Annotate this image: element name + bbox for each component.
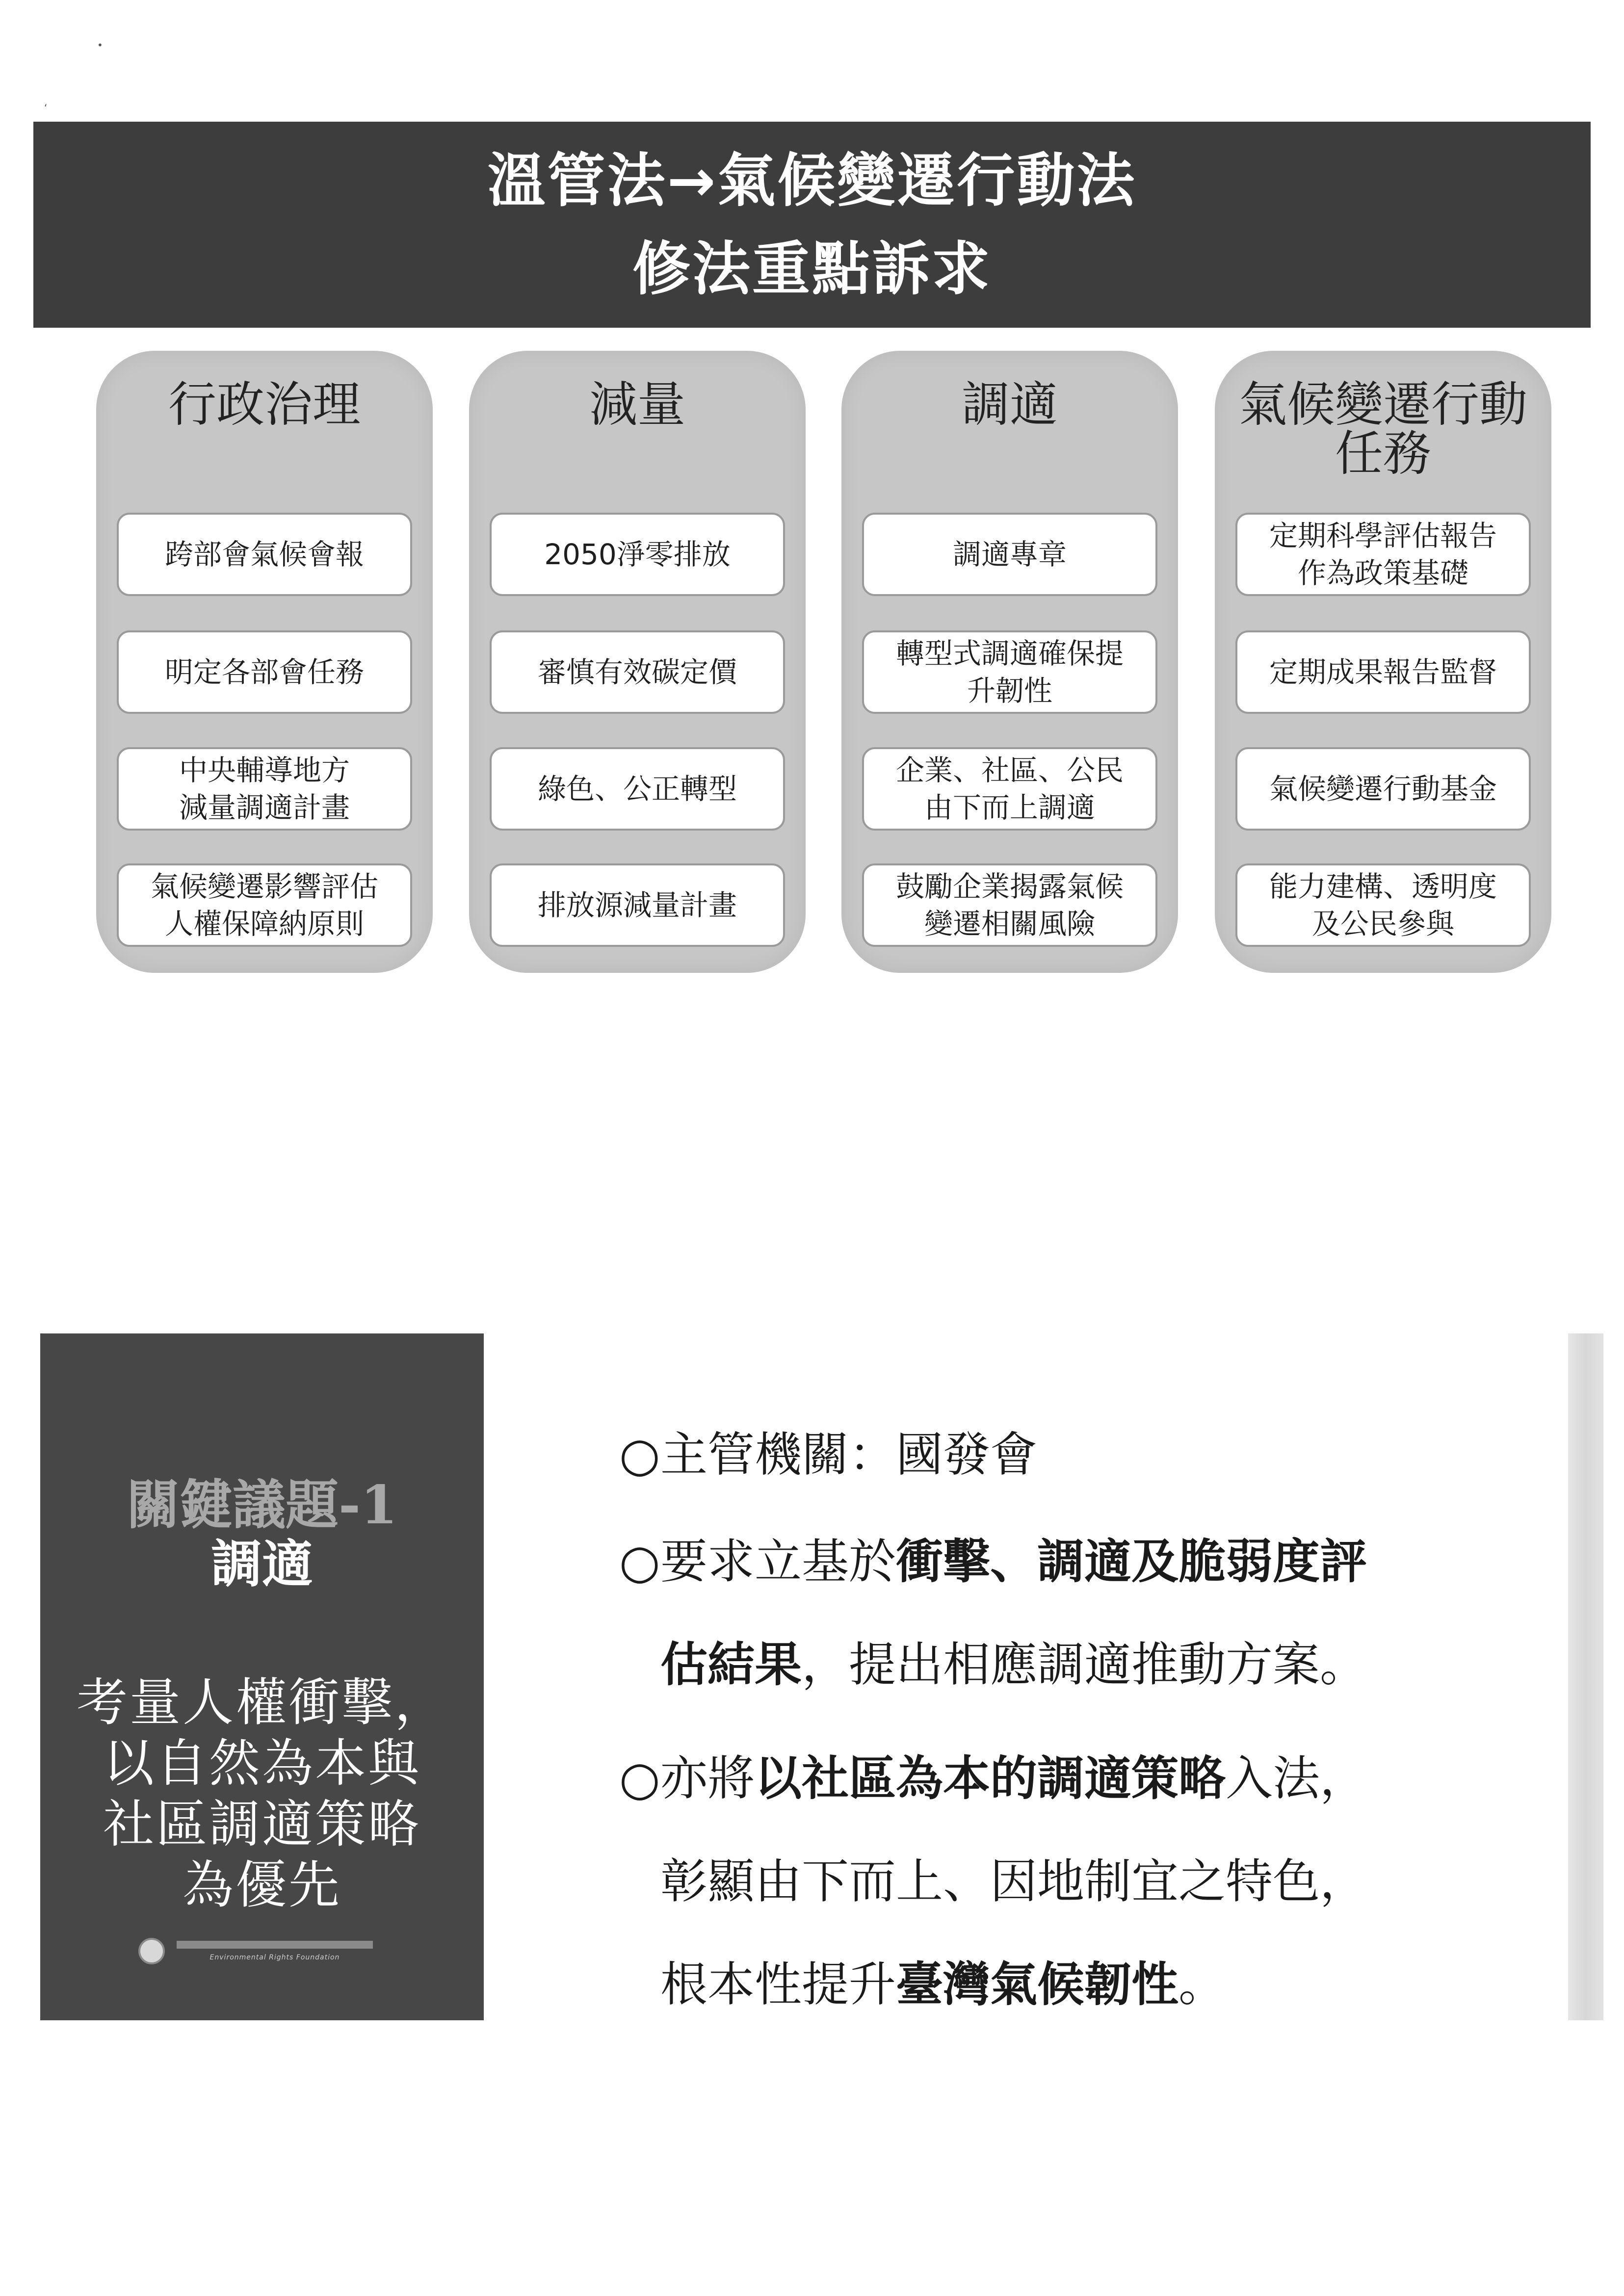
- column-2: [469, 351, 806, 973]
- logo-english-name: Environmental Rights Foundation: [210, 1954, 340, 1961]
- column-item-text: 綠色、公正轉型: [537, 772, 737, 806]
- column-item: [490, 747, 785, 831]
- column-item-text: 能力建構、透明度 及公民參與: [1269, 870, 1497, 940]
- column-title: [96, 377, 433, 433]
- foundation-logo: [138, 1938, 373, 1964]
- paragraph-text: 根本性提升: [660, 1957, 896, 2012]
- paragraph-agency: [619, 1403, 1037, 1506]
- column-title-line: 氣候變遷行動: [1238, 377, 1527, 433]
- title-line-1: 溫管法→氣候變遷行動法: [487, 147, 1137, 214]
- issue-topic: 調適: [210, 1534, 313, 1594]
- issue-statement-line: 考量人權衝擊，: [76, 1672, 447, 1732]
- column-item-text: 調適專章: [952, 538, 1067, 571]
- column-item: [490, 513, 785, 596]
- bullet-circle-icon: ○: [619, 1751, 660, 1806]
- column-title: [841, 377, 1178, 433]
- title-banner: [33, 122, 1591, 328]
- column-item-text: 2050淨零排放: [544, 538, 731, 571]
- column-item: [490, 863, 785, 947]
- column-item-text: 轉型式調適確保提 升韌性: [895, 637, 1124, 707]
- column-title-line: 行政治理: [168, 377, 361, 433]
- paragraph-text: 彰顯由下而上、因地制宜之特色，: [660, 1854, 1367, 1909]
- column-title: [1215, 377, 1551, 482]
- column-item: [117, 747, 412, 831]
- column-item-text: 定期成果報告監督: [1269, 655, 1497, 689]
- column-title-line: 減量: [589, 377, 685, 433]
- column-item: [862, 747, 1157, 831]
- column-title: [469, 377, 806, 433]
- column-item: [117, 513, 412, 596]
- bullet-circle-icon: ○: [619, 1427, 660, 1482]
- column-item-text: 明定各部會任務: [164, 655, 364, 689]
- paragraph-text: 。: [1179, 1957, 1226, 2012]
- column-item: [862, 630, 1157, 714]
- paragraph-text: 入法，: [1226, 1751, 1367, 1806]
- paragraph-text: ，提出相應調適推動方案。: [802, 1637, 1367, 1692]
- column-3: [841, 351, 1178, 973]
- paragraph-community: [619, 1727, 1367, 2036]
- logo-chinese-name: [177, 1941, 373, 1949]
- column-item-text: 審慎有效碳定價: [537, 655, 737, 689]
- column-1: [96, 351, 433, 973]
- column-4: [1215, 351, 1551, 973]
- bullet-circle-icon: ○: [619, 1534, 660, 1589]
- column-item: [117, 630, 412, 714]
- scan-edge-strip: [1568, 1333, 1603, 2020]
- title-line-2: 修法重點訴求: [632, 235, 992, 303]
- column-item: [490, 630, 785, 714]
- column-item-text: 排放源減量計畫: [537, 888, 737, 922]
- paragraph-requirement: [619, 1510, 1367, 1716]
- issue-statement-line: 為優先: [182, 1855, 341, 1915]
- logo-emblem-icon: [138, 1938, 165, 1964]
- column-item-text: 企業、社區、公民 由下而上調適: [895, 754, 1124, 824]
- column-item-text: 鼓勵企業揭露氣候 變遷相關風險: [895, 870, 1124, 940]
- column-item: [862, 863, 1157, 947]
- column-title-line: 調適: [961, 377, 1058, 433]
- issue-label: 關鍵議題-1: [127, 1474, 397, 1536]
- paragraph-text: 要求立基於: [660, 1534, 896, 1589]
- column-item: [1235, 630, 1531, 714]
- issue-panel: [40, 1333, 484, 2020]
- issue-statement: [60, 1672, 464, 1915]
- column-title-line: 任務: [1335, 426, 1431, 482]
- emphasis-text: 以社區為本的調適策略: [755, 1751, 1226, 1806]
- column-item-text: 氣候變遷行動基金: [1269, 772, 1497, 806]
- column-item: [1235, 747, 1531, 831]
- column-item-text: 跨部會氣候會報: [164, 538, 364, 571]
- column-item: [117, 863, 412, 947]
- column-item-text: 氣候變遷影響評估 人權保障納原則: [150, 870, 378, 940]
- paragraph-text: 主管機關：國發會: [660, 1427, 1037, 1482]
- column-item-text: 中央輔導地方 減量調適計畫: [179, 754, 350, 824]
- paragraph-text: 亦將: [660, 1751, 755, 1806]
- emphasis-text: 衝擊、調適及脆弱度評: [896, 1534, 1367, 1589]
- column-item-text: 定期科學評估報告 作為政策基礎: [1269, 519, 1497, 590]
- scan-speck: •: [97, 39, 103, 51]
- emphasis-text: 臺灣氣候韌性: [896, 1957, 1179, 2012]
- column-item: [1235, 513, 1531, 596]
- issue-statement-line: 社區調適策略: [103, 1794, 421, 1854]
- emphasis-text: 估結果: [660, 1637, 802, 1692]
- scan-speck: ‘: [44, 102, 48, 114]
- issue-statement-line: 以自然為本與: [103, 1733, 421, 1793]
- column-item: [1235, 863, 1531, 947]
- column-item: [862, 513, 1157, 596]
